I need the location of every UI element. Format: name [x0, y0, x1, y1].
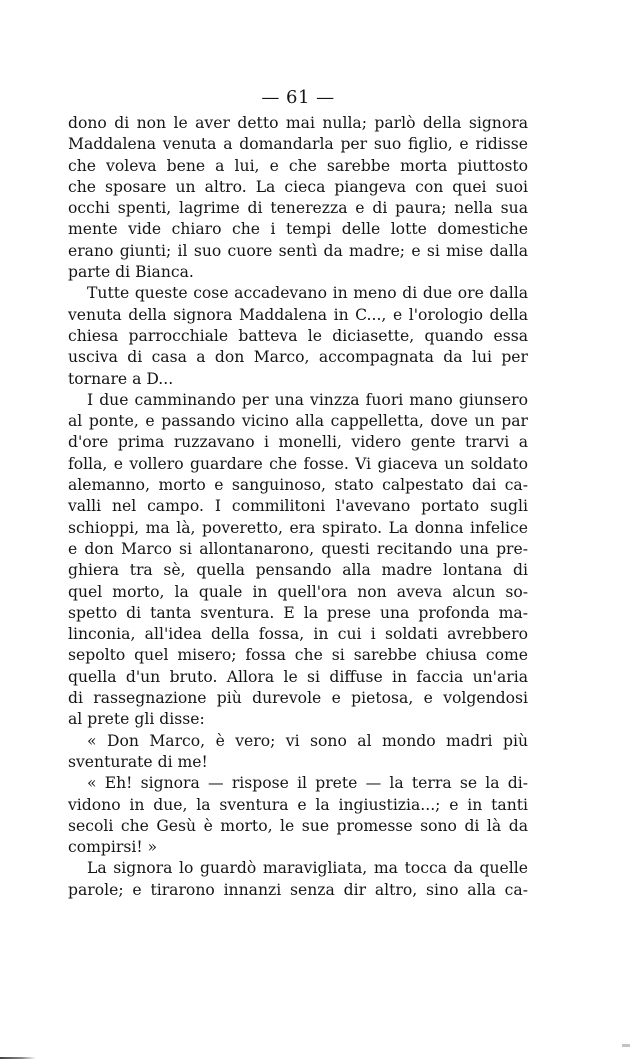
text-line: Tutte queste cose accadevano in meno di due ore dalla [87, 284, 528, 303]
text-line: vidono in due, la sventura e la ingiustizia...; e in tanti [68, 795, 528, 814]
text-line: di rassegnazione più durevole e pietosa, e volgendosi [68, 689, 528, 708]
text-line: al prete gli disse: [68, 710, 205, 729]
text-line: chiesa parrocchiale batteva le diciasette, quando essa [68, 326, 528, 345]
body-text [68, 113, 528, 901]
text-line: mente vide chiaro che i tempi delle lotte domestiche [68, 220, 528, 239]
text-line: quel morto, la quale in quell'ora non aveva alcun so- [68, 582, 528, 601]
text-line: « Eh! signora — rispose il prete — la terra se la di- [87, 774, 528, 793]
text-line: ghiera tra sè, quella pensando alla madre lontana di [68, 561, 528, 580]
text-line: alemanno, morto e sanguinoso, stato calpestato dai ca- [68, 476, 528, 495]
text-line: valli nel campo. I commilitoni l'avevano portato sugli [68, 497, 528, 516]
text-line: linconia, all'idea della fossa, in cui i soldati avrebbero [68, 625, 528, 644]
text-line: usciva di casa a don Marco, accompagnata da lui per [68, 348, 528, 367]
page-number: — 61 — [261, 87, 335, 108]
text-line: venuta della signora Maddalena in C..., e l'orologio della [68, 305, 528, 324]
text-line: La signora lo guardò maravigliata, ma tocca da quelle [87, 859, 528, 878]
text-line: parole; e tirarono innanzi senza dir altro, sino alla ca- [68, 880, 528, 899]
text-line: che voleva bene a lui, e che sarebbe morta piuttosto [68, 156, 528, 175]
text-line: « Don Marco, è vero; vi sono al mondo madri più [87, 731, 528, 750]
text-line: tornare a D... [68, 369, 174, 388]
text-line: folla, e vollero guardare che fosse. Vi giaceva un soldato [68, 454, 528, 473]
text-line: che sposare un altro. La cieca piangeva con quei suoi [68, 177, 528, 196]
text-line: Maddalena venuta a domandarla per suo figlio, e ridisse [68, 135, 528, 154]
text-line: parte di Bianca. [68, 263, 194, 282]
text-line: sepolto quel misero; fossa che si sarebbe chiusa come [68, 646, 528, 665]
text-line: al ponte, e passando vicino alla cappelletta, dove un par [68, 412, 528, 431]
text-line: sventurate di me! [68, 752, 208, 771]
text-line: d'ore prima ruzzavano i monelli, videro gente trarvi a [68, 433, 528, 452]
text-line: I due camminando per una vinzza fuori mano giunsero [87, 390, 528, 409]
text-line: schioppi, ma là, poveretto, era spirato. La donna infelice [68, 518, 528, 537]
text-line: erano giunti; il suo cuore sentì da madre; e si mise dalla [68, 241, 528, 260]
text-line: occhi spenti, lagrime di tenerezza e di paura; nella sua [68, 199, 528, 218]
text-line: compirsi! » [68, 838, 158, 857]
text-line: spetto di tanta sventura. E la prese una profonda ma- [68, 603, 528, 622]
text-line: dono di non le aver detto mai nulla; parlò della signora [68, 114, 528, 132]
scan-speck [622, 1044, 630, 1047]
text-line: e don Marco si allontanarono, questi recitando una pre- [68, 539, 528, 558]
text-line: quella d'un bruto. Allora le si diffuse in faccia un'aria [68, 667, 528, 686]
page-edge-mark [0, 1057, 36, 1059]
text-line: secoli che Gesù è morto, le sue promesse sono di là da [68, 816, 528, 835]
